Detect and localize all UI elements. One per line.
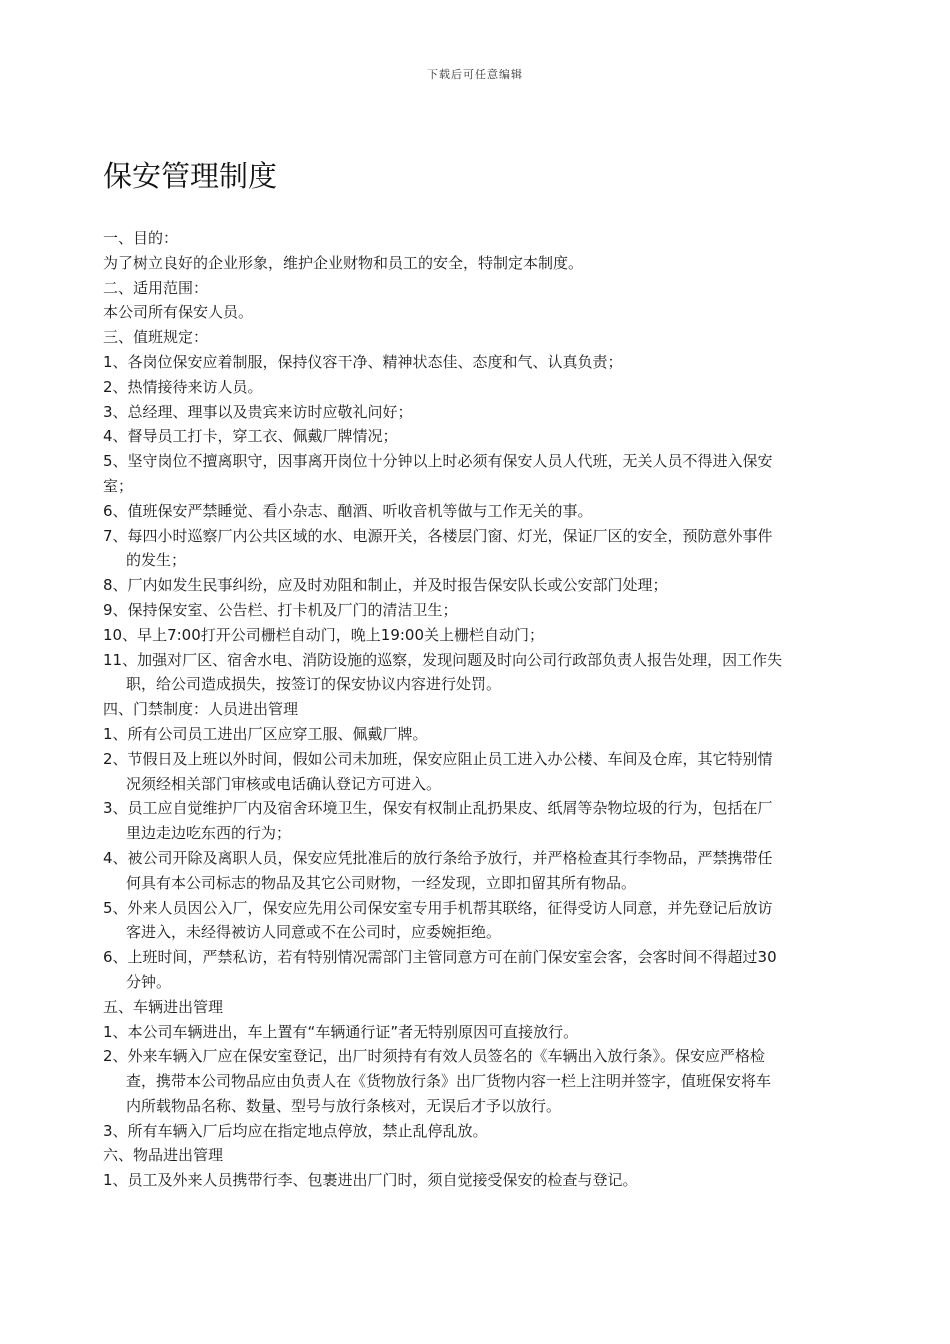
text-line: 三、值班规定： [103,328,209,347]
text-line: 客进入，未经得被访人同意或不在公司时，应委婉拒绝。 [126,923,502,942]
text-line: 2、节假日及上班以外时间，假如公司未加班，保安应阻止员工进入办公楼、车间及仓库，其它特别情 [103,749,773,768]
text-line: 1、所有公司员工进出厂区应穿工服、佩戴厂牌。 [103,724,428,743]
text-line: 五、车辆进出管理 [103,997,224,1016]
text-line: 一、目的： [103,229,179,247]
text-line: 查，携带本公司物品应由负责人在《货物放行条》出厂货物内容一栏上注明并签字，值班保安将车 [126,1072,772,1091]
text-line: 3、员工应自觉维护厂内及宿舍环境卫生，保安有权制止乱扔果皮、纸屑等杂物垃圾的行为，包括在厂 [103,799,773,818]
text-line: 四、门禁制度：人员进出管理 [103,700,299,719]
text-line: 分钟。 [126,972,172,991]
text-line: 8、厂内如发生民事纠纷，应及时劝阻和制止，并及时报告保安队长或公安部门处理； [103,576,668,595]
text-line: 室； [103,476,134,495]
text-line: 6、上班时间，严禁私访，若有特别情况需部门主管同意方可在前门保安室会客，会客时间不得超过30 [103,948,777,967]
text-line: 里边走边吃东西的行为； [126,824,292,843]
text-line: 6、值班保安严禁睡觉、看小杂志、酗酒、听收音机等做与工作无关的事。 [103,501,593,520]
text-line: 职，给公司造成损失，按签订的保安协议内容进行处罚。 [126,675,502,694]
text-line: 9、保持保安室、公告栏、打卡机及厂门的清洁卫生； [103,600,458,619]
document-body [103,226,855,1193]
text-line: 内所载物品名称、数量、型号与放行条核对，无误后才予以放行。 [126,1096,562,1115]
document-title: 保安管理制度 [103,159,278,193]
text-line: 2、热情接待来访人员。 [103,377,263,396]
text-line: 5、坚守岗位不擅离职守，因事离开岗位十分钟以上时必须有保安人员人代班，无关人员不得进入保安 [103,452,773,471]
text-line: 5、外来人员因公入厂，保安应先用公司保安室专用手机帮其联络，征得受访人同意，并先登记后放访 [103,898,773,917]
text-line: 六、物品进出管理 [103,1146,224,1165]
page-header-note: 下载后可任意编辑 [427,68,523,81]
text-line: 4、督导员工打卡，穿工衣、佩戴厂牌情况； [103,427,398,446]
text-line: 为了树立良好的企业形象，维护企业财物和员工的安全，特制定本制度。 [103,253,584,272]
text-line: 10、早上7:00打开公司栅栏自动门，晚上19:00关上栅栏自动门； [103,625,545,644]
text-line: 况须经相关部门审核或电话确认登记方可进入。 [126,774,442,793]
text-line: 4、被公司开除及离职人员，保安应凭批准后的放行条给予放行，并严格检查其行李物品，严禁携带任 [103,848,773,867]
text-line: 二、适用范围： [103,278,209,297]
text-line: 2、外来车辆入厂应在保安室登记，出厂时须持有有效人员签名的《车辆出入放行条》。保安应严格检 [103,1047,766,1066]
text-line: 11、加强对厂区、宿舍水电、消防设施的巡察，发现问题及时向公司行政部负责人报告处理，因工作失 [103,650,783,669]
text-line: 7、每四小时巡察厂内公共区域的水、电源开关，各楼层门窗、灯光，保证厂区的安全，预防意外事件 [103,526,773,545]
text-line: 何具有本公司标志的物品及其它公司财物，一经发现，立即扣留其所有物品。 [126,873,637,892]
text-line: 本公司所有保安人员。 [103,303,254,322]
text-line: 1、本公司车辆进出，车上置有“车辆通行证”者无特别原因可直接放行。 [103,1022,579,1041]
text-line: 1、各岗位保安应着制服，保持仪容干净、精神状态佳、态度和气、认真负责； [103,352,623,371]
text-line: 1、员工及外来人员携带行李、包裹进出厂门时，须自觉接受保安的检查与登记。 [103,1171,638,1190]
text-line: 的发生； [126,551,187,570]
text-line: 3、总经理、理事以及贵宾来访时应敬礼问好； [103,402,413,421]
text-line: 3、所有车辆入厂后均应在指定地点停放，禁止乱停乱放。 [103,1121,488,1140]
